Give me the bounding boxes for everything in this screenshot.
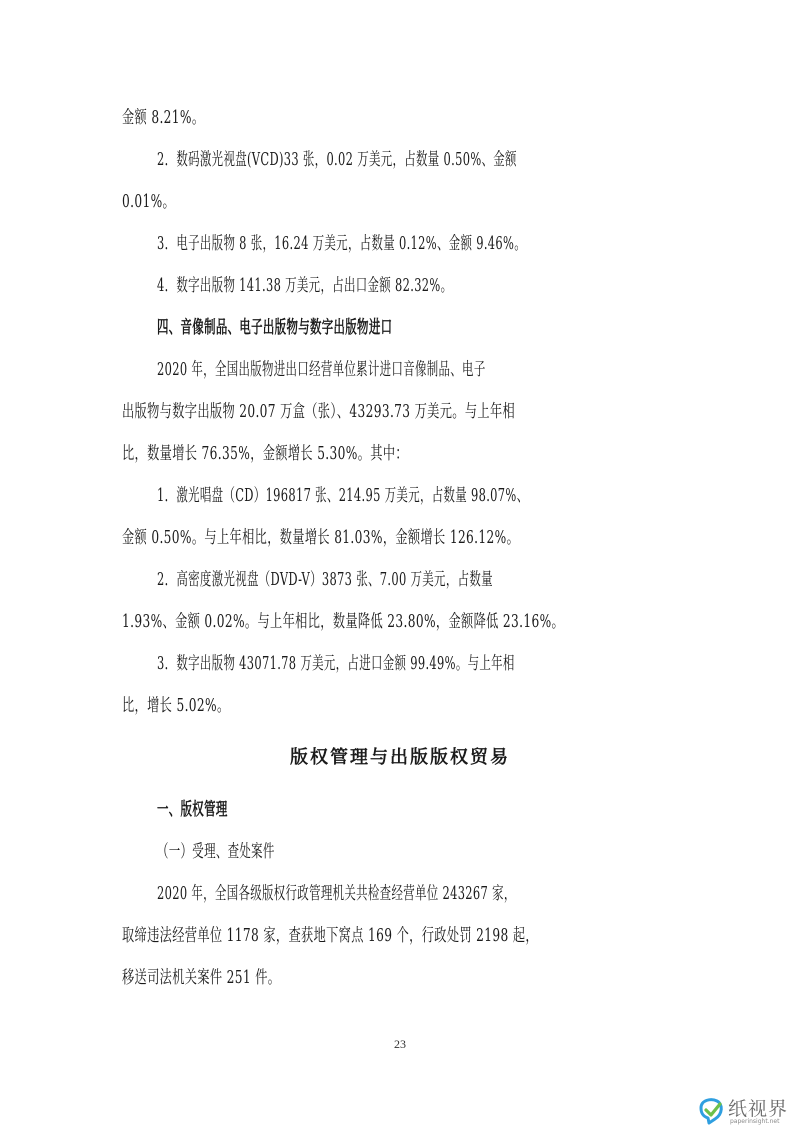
item-digital-line-2: 比，增长 5.02%。 [122,696,230,716]
item-digital-line-1: 3．数字出版物 43071.78 万美元，占进口金额 99.49%。与上年相 [157,654,515,674]
paragraph-line-1: 2020 年，全国出版物进出口经营单位累计进口音像制品、电子 [157,360,486,380]
paragraph-line-3: 比，数量增长 76.35%，金额增长 5.30%。其中： [122,444,408,464]
case-paragraph-line-1: 2020 年，全国各级版权行政管理机关共检查经营单位 243267 家， [157,884,516,904]
text-line-1: 金额 8.21%。 [122,108,205,128]
watermark [695,1092,795,1128]
page-number: 23 [394,1037,406,1051]
paragraph-line-2: 出版物与数字出版物 20.07 万盒（张）、43293.73 万美元。与上年相 [122,402,516,422]
item-dvd-line-2: 1.93%、金额 0.02%。与上年相比，数量降低 23.80%，金额降低 23.16%。 [122,612,565,632]
item-dvd-line-1: 2．高密度激光视盘（DVD-V）3873 张、7.00 万美元，占数量 [157,570,493,590]
subsection-heading: （一）受理、查处案件 [157,842,275,862]
text-line-4: 3．电子出版物 8 张，16.24 万美元，占数量 0.12%、金额 9.46%。 [157,234,526,254]
case-paragraph-line-3: 移送司法机关案件 251 件。 [122,968,281,988]
text-line-5: 4．数字出版物 141.38 万美元，占出口金额 82.32%。 [157,276,453,296]
item-cd-line-2: 金额 0.50%。与上年相比，数量增长 81.03%，金额增长 126.12%。 [122,528,520,548]
section-heading-4: 四、音像制品、电子出版物与数字出版物进口 [157,318,393,338]
chapter-title: 版权管理与出版版权贸易 [290,747,510,768]
case-paragraph-line-2: 取缔违法经营单位 1178 家，查获地下窝点 169 个，行政处罚 2198 起， [122,926,538,946]
paperinsight-logo-icon [695,1094,729,1128]
section-heading-1: 一、版权管理 [157,800,228,820]
watermark-brand: 纸视界 [728,1098,789,1120]
text-line-3: 0.01%。 [122,192,176,212]
watermark-url: paperinsight.net [730,1118,780,1125]
item-cd-line-1: 1．激光唱盘（CD）196817 张、214.95 万美元，占数量 98.07%、 [157,486,529,506]
text-line-2: 2．数码激光视盘(VCD)33 张，0.02 万美元，占数量 0.50%、金额 [157,150,517,170]
